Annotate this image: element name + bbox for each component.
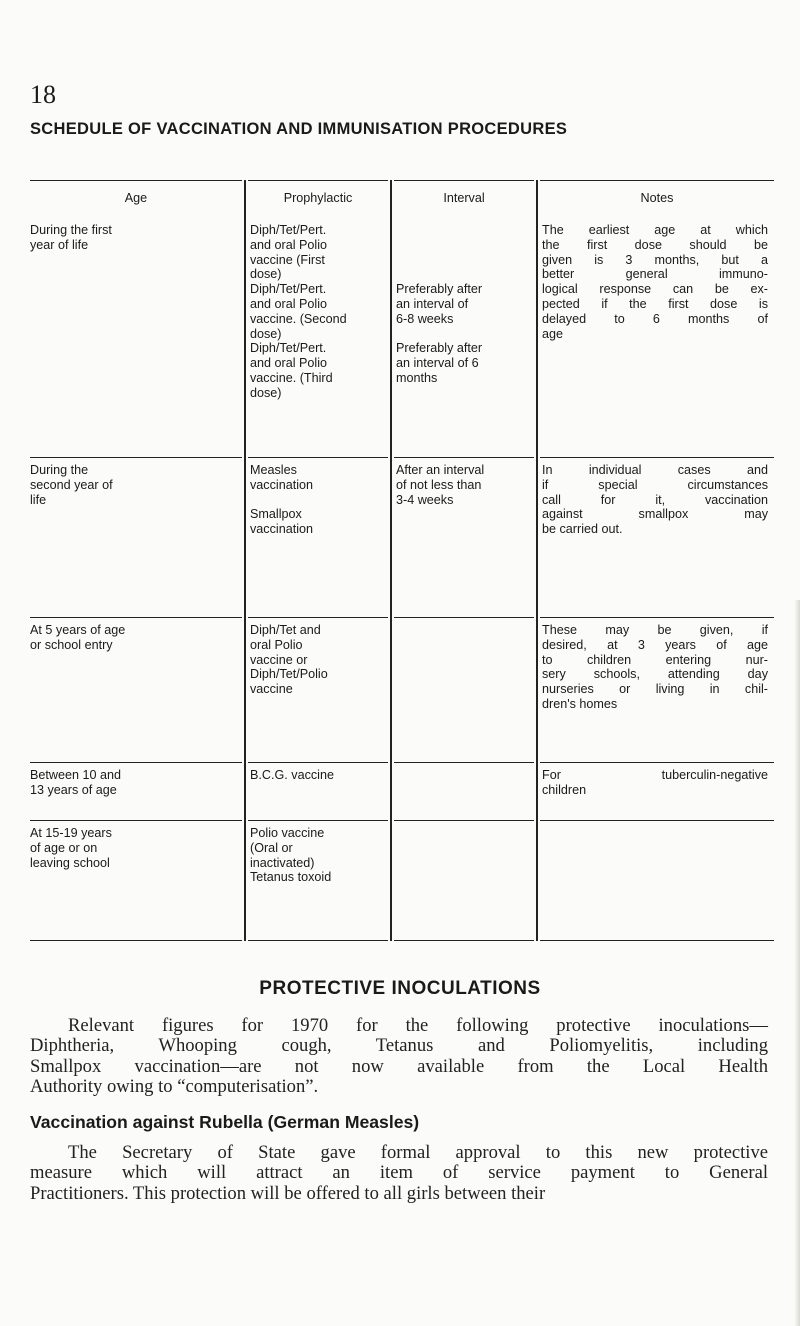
prophylactic-cell [248, 763, 388, 821]
prophylactic-cell [248, 821, 388, 941]
notes-cell [540, 763, 774, 821]
prophylactic-cell [248, 218, 388, 458]
notes-line: logical response can be ex- [542, 282, 768, 297]
paragraph-line: Smallpox vaccination—are not now available from the Local Health [30, 1055, 768, 1077]
notes-cell [540, 218, 774, 458]
notes-line: to children entering nur- [542, 652, 768, 667]
prophylactic-line: Diph/Tet/Pert. [250, 282, 327, 297]
prophylactic-line: and oral Polio [250, 237, 328, 252]
interval-line: 3-4 weeks [396, 492, 454, 507]
age-line: During the [30, 463, 89, 477]
age-line: or school entry [30, 637, 113, 652]
notes-line: call for it, vaccination [542, 492, 768, 507]
prophylactic-line: dose) [250, 267, 282, 282]
prophylactic-line: and oral Polio [250, 296, 328, 311]
notes-line: if special circumstances [542, 477, 768, 492]
interval-line [396, 238, 534, 253]
prophylactic-line [250, 493, 388, 508]
prophylactic-line: Measles [250, 463, 297, 477]
age-line: life [30, 492, 47, 507]
column-divider [536, 180, 538, 941]
prophylactic-line: vaccine. (Third [250, 370, 333, 385]
notes-line: The earliest age at which [542, 223, 768, 237]
notes-line: age [542, 326, 564, 341]
interval-cell [394, 458, 534, 618]
notes-cell [540, 458, 774, 618]
notes-line: dren's homes [542, 696, 618, 711]
notes-line: delayed to 6 months of [542, 311, 768, 326]
notes-line: desired, at 3 years of age [542, 637, 768, 652]
prophylactic-line: Diph/Tet and [250, 623, 321, 637]
interval-line: Preferably after [396, 341, 483, 356]
paragraph-line: Practitioners. This protection will be offered to all girls between their [30, 1182, 546, 1204]
age-cell [30, 458, 242, 618]
column-header-interval: Interval [394, 180, 534, 219]
interval-line [396, 267, 534, 282]
prophylactic-line: dose) [250, 326, 282, 341]
age-cell [30, 821, 242, 941]
column-header-prophylactic: Prophylactic [248, 180, 388, 219]
interval-line [396, 253, 534, 268]
column-header-age: Age [30, 180, 242, 219]
protective-inoculations-paragraph [30, 1015, 768, 1098]
notes-line: pected if the first dose is [542, 296, 768, 311]
prophylactic-line: oral Polio [250, 637, 303, 652]
notes-line: better general immuno- [542, 267, 768, 282]
age-line: 13 years of age [30, 782, 117, 797]
notes-line: nurseries or living in chil- [542, 682, 768, 697]
age-cell [30, 218, 242, 458]
prophylactic-line: Diph/Tet/Polio [250, 667, 328, 682]
paragraph-line: measure which will attract an item of service payment to General [30, 1162, 768, 1184]
notes-line: These may be given, if [542, 623, 768, 637]
prophylactic-line: vaccine (First [250, 252, 325, 267]
page-edge-shadow [794, 600, 800, 1326]
interval-line: an interval of 6 [396, 356, 479, 371]
prophylactic-line: (Oral or [250, 840, 293, 855]
table-body [30, 218, 774, 941]
interval-line: After an interval [396, 463, 485, 477]
vaccination-schedule-table [30, 180, 774, 941]
prophylactic-line: vaccine or [250, 652, 308, 667]
interval-cell [394, 763, 534, 821]
age-line: At 5 years of age [30, 623, 126, 637]
prophylactic-line: dose) [250, 385, 282, 400]
interval-line: months [396, 370, 438, 385]
age-line: At 15-19 years [30, 826, 112, 840]
column-divider [244, 180, 246, 941]
interval-line [396, 223, 534, 238]
table-row [30, 458, 774, 618]
interval-cell [394, 218, 534, 458]
age-line: second year of [30, 477, 113, 492]
table-row [30, 763, 774, 821]
age-line: Between 10 and [30, 768, 122, 782]
prophylactic-line: vaccine [250, 682, 293, 697]
table-row [30, 821, 774, 941]
paragraph-line: Relevant figures for 1970 for the following protective inoculations— [68, 1015, 768, 1036]
table-row [30, 218, 774, 458]
rubella-paragraph [30, 1142, 768, 1204]
page-number: 18 [30, 80, 56, 109]
prophylactic-line: Tetanus toxoid [250, 870, 332, 885]
notes-line: against smallpox may [542, 507, 768, 522]
notes-cell [540, 821, 774, 941]
column-divider [390, 180, 392, 941]
notes-line: given is 3 months, but a [542, 252, 768, 267]
interval-line: 6-8 weeks [396, 311, 454, 326]
paragraph-line: Diphtheria, Whooping cough, Tetanus and Poliomyelitis, including [30, 1035, 768, 1057]
interval-cell [394, 618, 534, 763]
age-cell [30, 618, 242, 763]
age-cell [30, 763, 242, 821]
age-line: year of life [30, 237, 89, 252]
age-line: During the first [30, 223, 112, 237]
prophylactic-line: Smallpox [250, 507, 302, 522]
notes-line: be carried out. [542, 522, 623, 537]
paragraph-line: The Secretary of State gave formal approval to this new protective [68, 1142, 768, 1163]
protective-inoculations-heading: PROTECTIVE INOCULATIONS [259, 978, 541, 999]
prophylactic-line: Polio vaccine [250, 826, 325, 840]
prophylactic-line: vaccination [250, 522, 314, 537]
table-row [30, 618, 774, 763]
age-line: leaving school [30, 855, 110, 870]
interval-line: of not less than [396, 477, 482, 492]
notes-line: the first dose should be [542, 237, 768, 252]
column-header-notes: Notes [540, 180, 774, 219]
notes-line: children [542, 782, 587, 797]
notes-line: For tuberculin-negative [542, 768, 768, 782]
paragraph-line: Authority owing to “computerisation”. [30, 1076, 319, 1098]
interval-line: an interval of [396, 296, 469, 311]
notes-line: In individual cases and [542, 463, 768, 477]
prophylactic-line: B.C.G. vaccine [250, 768, 334, 782]
notes-cell [540, 618, 774, 763]
interval-line [396, 327, 534, 342]
prophylactic-line: inactivated) [250, 855, 315, 870]
prophylactic-line: Diph/Tet/Pert. [250, 223, 327, 237]
prophylactic-cell [248, 458, 388, 618]
table-header-row [30, 180, 774, 218]
schedule-title: SCHEDULE OF VACCINATION AND IMMUNISATION PROCEDURES [30, 120, 568, 138]
prophylactic-line: vaccination [250, 477, 314, 492]
rubella-heading: Vaccination against Rubella (German Measles) [30, 1112, 420, 1132]
age-line: of age or on [30, 840, 98, 855]
prophylactic-line: and oral Polio [250, 356, 328, 371]
prophylactic-cell [248, 618, 388, 763]
notes-line: sery schools, attending day [542, 667, 768, 682]
interval-line: Preferably after [396, 282, 483, 297]
prophylactic-line: Diph/Tet/Pert. [250, 341, 327, 356]
interval-cell [394, 821, 534, 941]
prophylactic-line: vaccine. (Second [250, 311, 347, 326]
